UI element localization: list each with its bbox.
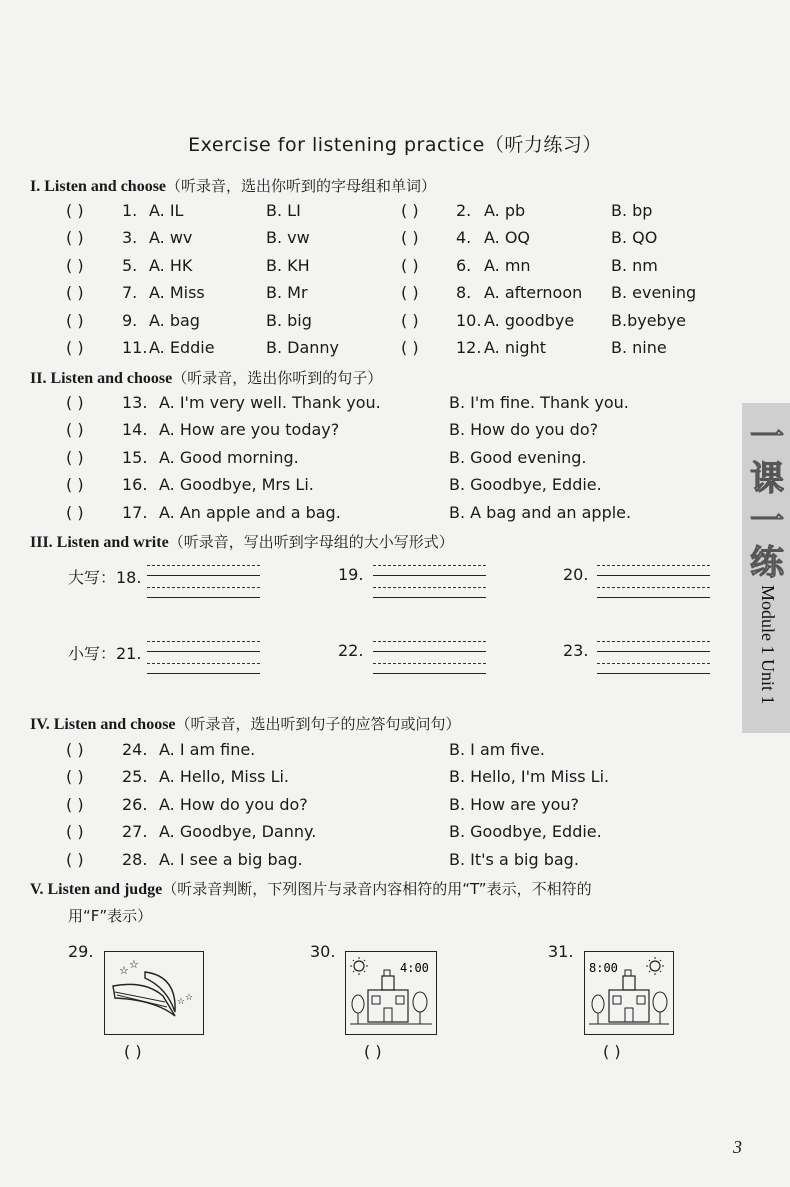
question-number: 17. — [122, 502, 148, 522]
option-b: B. LI — [266, 201, 301, 220]
question-number: 24. — [122, 740, 148, 759]
option-b: B. I am five. — [449, 740, 545, 759]
q20-label: 20. — [563, 565, 589, 584]
option-a: A. I see a big bag. — [159, 849, 303, 869]
q30-answer[interactable]: ( ) — [364, 1042, 382, 1061]
option-a: A. Eddie — [149, 338, 215, 357]
tab-char-4: 练 — [750, 543, 784, 583]
q19-label: 19. — [338, 565, 364, 584]
option-b: B. QO — [611, 228, 658, 248]
option-a: A. afternoon — [484, 283, 583, 303]
writing-line — [373, 565, 486, 566]
option-a: A. Hello, Miss Li. — [159, 767, 290, 787]
writing-line — [373, 673, 486, 674]
question-number: 4. — [456, 228, 472, 248]
option-b: B. Goodbye, Eddie. — [449, 475, 602, 495]
answer-blank[interactable]: ( ) — [66, 740, 84, 759]
question-number: 6. — [456, 255, 472, 275]
option-b: B. Good evening. — [449, 447, 587, 467]
option-b: B. How are you? — [449, 794, 579, 814]
option-b: B. big — [266, 310, 312, 330]
answer-blank[interactable]: ( ) — [401, 201, 419, 220]
writing-line — [597, 575, 710, 576]
option-a: A. How do you do? — [159, 794, 308, 814]
question-number: 3. — [122, 228, 138, 248]
option-b: B. Mr — [266, 283, 308, 303]
option-a: A. wv — [149, 228, 193, 248]
option-a: A. I am fine. — [159, 740, 256, 759]
question-number: 25. — [122, 767, 148, 787]
answer-blank[interactable]: ( ) — [66, 201, 84, 220]
writing-line — [373, 575, 486, 576]
answer-blank[interactable]: ( ) — [66, 447, 84, 467]
option-a: A. How are you today? — [159, 420, 340, 440]
option-a: A. night — [484, 338, 546, 357]
option-a: A. Miss — [149, 283, 205, 303]
answer-blank[interactable]: ( ) — [66, 228, 84, 248]
q29-label: 29. — [68, 942, 94, 961]
question-number: 2. — [456, 201, 472, 220]
option-a: A. An apple and a bag. — [159, 502, 341, 522]
question-number: 10. — [456, 310, 482, 330]
writing-line — [597, 673, 710, 674]
option-b: B. vw — [266, 228, 310, 248]
writing-line — [147, 575, 260, 576]
writing-line — [147, 565, 260, 566]
answer-blank[interactable]: ( ) — [66, 767, 84, 787]
question-number: 16. — [122, 475, 148, 495]
option-a: A. pb — [484, 201, 526, 220]
section-5-heading: V. Listen and judge（听录音判断，下列图片与录音内容相符的用“T”表示，不相符的 — [30, 880, 592, 898]
question-number: 1. — [122, 201, 138, 220]
option-b: B. KH — [266, 255, 310, 275]
svg-text:☆: ☆ — [185, 993, 194, 1003]
writing-line — [373, 651, 486, 652]
answer-blank[interactable]: ( ) — [66, 310, 84, 330]
answer-blank[interactable]: ( ) — [66, 794, 84, 814]
question-number: 7. — [122, 283, 138, 303]
tab-char-1: 一 — [750, 417, 784, 457]
option-b: B. Goodbye, Eddie. — [449, 822, 602, 842]
lower-label: 小写：21. — [68, 644, 142, 663]
answer-blank[interactable]: ( ) — [66, 420, 84, 440]
option-a: A. Good morning. — [159, 447, 299, 467]
tab-char-2: 课 — [750, 459, 784, 499]
option-a: A. Goodbye, Mrs Li. — [159, 475, 314, 495]
question-number: 9. — [122, 310, 138, 330]
page-number: 3 — [733, 1137, 742, 1157]
writing-line — [147, 651, 260, 652]
moon-stars-icon — [105, 952, 203, 1034]
option-b: B.byebye — [611, 310, 686, 330]
option-b: B. Hello, I'm Miss Li. — [449, 767, 610, 787]
answer-blank[interactable]: ( ) — [401, 338, 419, 357]
q29-picture — [104, 951, 204, 1035]
option-b: B. A bag and an apple. — [449, 502, 632, 522]
writing-line — [147, 663, 260, 664]
question-number: 14. — [122, 420, 148, 440]
writing-line — [373, 587, 486, 588]
answer-blank[interactable]: ( ) — [401, 283, 419, 303]
page-title: Exercise for listening practice（听力练习） — [188, 134, 602, 156]
answer-blank[interactable]: ( ) — [66, 338, 84, 357]
side-tab — [742, 403, 790, 733]
section-1-heading: I. Listen and choose（听录音，选出你听到的字母组和单词） — [30, 177, 437, 195]
writing-line — [147, 641, 260, 642]
option-a: A. OQ — [484, 228, 531, 248]
question-number: 13. — [122, 393, 148, 412]
option-a: A. mn — [484, 255, 531, 275]
svg-text:☆: ☆ — [119, 964, 129, 977]
section-3-heading: III. Listen and write（听录音，写出听到字母组的大小写形式） — [30, 533, 454, 551]
answer-blank[interactable]: ( ) — [66, 822, 84, 842]
q31-picture — [584, 951, 674, 1035]
answer-blank[interactable]: ( ) — [66, 502, 84, 522]
q31-label: 31. — [548, 942, 574, 961]
option-b: B. nine — [611, 338, 667, 357]
option-b: B. It's a big bag. — [449, 849, 579, 869]
writing-line — [597, 641, 710, 642]
answer-blank[interactable]: ( ) — [401, 228, 419, 248]
q22-label: 22. — [338, 641, 364, 660]
option-b: B. Danny — [266, 338, 340, 357]
writing-line — [597, 651, 710, 652]
writing-line — [373, 641, 486, 642]
option-a: A. Goodbye, Danny. — [159, 822, 317, 842]
answer-blank[interactable]: ( ) — [66, 283, 84, 303]
answer-blank[interactable]: ( ) — [66, 393, 84, 412]
option-b: B. How do you do? — [449, 420, 599, 440]
answer-blank[interactable]: ( ) — [66, 475, 84, 495]
question-number: 5. — [122, 255, 138, 275]
q31-answer[interactable]: ( ) — [603, 1042, 621, 1061]
option-a: A. HK — [149, 255, 193, 275]
school-sun-icon — [346, 952, 436, 1034]
option-a: A. IL — [149, 201, 184, 220]
upper-label: 大写：18. — [68, 568, 142, 587]
clock-text: 8:00 — [589, 961, 618, 975]
writing-line — [373, 663, 486, 664]
question-number: 28. — [122, 849, 148, 869]
option-b: B. bp — [611, 201, 653, 220]
writing-line — [147, 587, 260, 588]
clock-text: 4:00 — [400, 961, 429, 975]
option-a: A. I'm very well. Thank you. — [159, 393, 381, 412]
question-number: 8. — [456, 283, 472, 303]
tab-module-label: Module 1 Unit 1 — [758, 585, 778, 705]
section-2-heading: II. Listen and choose（听录音，选出你听到的句子） — [30, 369, 383, 387]
writing-line — [597, 597, 710, 598]
q29-answer[interactable]: ( ) — [124, 1042, 142, 1061]
option-b: B. nm — [611, 255, 658, 275]
writing-line — [597, 663, 710, 664]
q30-picture — [345, 951, 437, 1035]
question-number: 27. — [122, 822, 148, 842]
q30-label: 30. — [310, 942, 336, 961]
option-a: A. bag — [149, 310, 200, 330]
writing-line — [597, 565, 710, 566]
option-b: B. evening — [611, 283, 697, 303]
question-number: 26. — [122, 794, 148, 814]
answer-blank[interactable]: ( ) — [401, 255, 419, 275]
svg-text:☆: ☆ — [177, 997, 186, 1007]
question-number: 12. — [456, 338, 482, 357]
q23-label: 23. — [563, 641, 589, 660]
question-number: 15. — [122, 447, 148, 467]
question-number: 11. — [122, 338, 148, 357]
tab-char-3: 一 — [750, 501, 784, 541]
writing-line — [147, 597, 260, 598]
option-a: A. goodbye — [484, 310, 575, 330]
answer-blank[interactable]: ( ) — [401, 310, 419, 330]
svg-text:☆: ☆ — [129, 958, 139, 971]
section-4-heading: IV. Listen and choose（听录音，选出听到句子的应答句或问句） — [30, 715, 461, 733]
section-5-heading-cont: 用“F”表示） — [68, 907, 153, 925]
school-sun-icon — [585, 952, 673, 1034]
writing-line — [597, 587, 710, 588]
writing-line — [147, 673, 260, 674]
answer-blank[interactable]: ( ) — [66, 849, 84, 869]
writing-line — [373, 597, 486, 598]
answer-blank[interactable]: ( ) — [66, 255, 84, 275]
option-b: B. I'm fine. Thank you. — [449, 393, 629, 412]
